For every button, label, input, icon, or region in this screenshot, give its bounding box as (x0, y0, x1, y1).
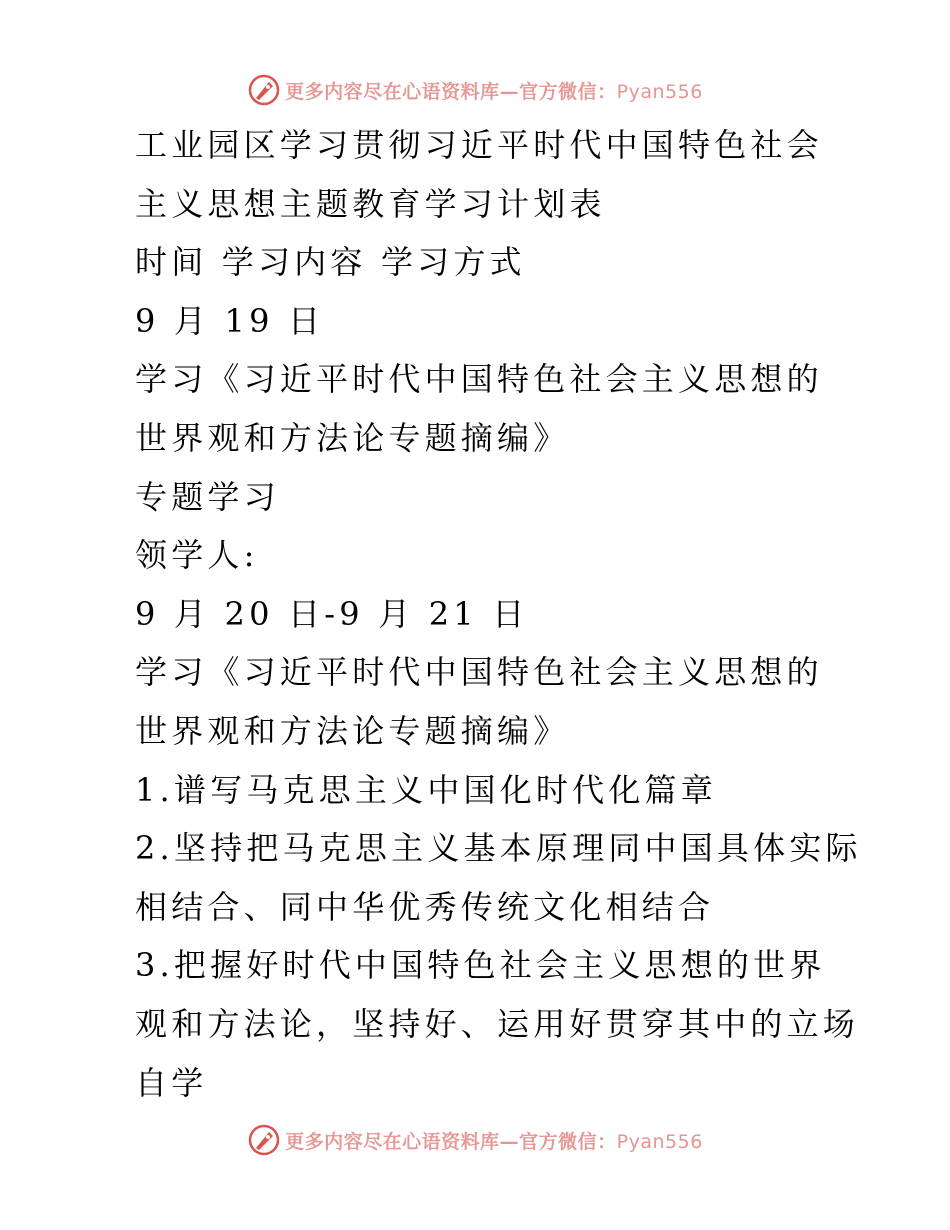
list-item-2: 2.坚持把马克思主义基本原理同中国具体实际 (135, 829, 862, 868)
list-item-3-cont: 观和方法论，坚持好、运用好贯穿其中的立场 (135, 1004, 860, 1043)
table-header-line: 时间 学习内容 学习方式 (135, 243, 526, 282)
watermark-text: 更多内容尽在心语资料库—官方微信：Pyan556 (285, 80, 703, 103)
list-item-1: 1.谱写马克思主义中国化时代化篇章 (135, 770, 717, 809)
footer-watermark (0, 1120, 950, 1160)
date-line-1: 9 月 19 日 (135, 301, 325, 340)
header-watermark (0, 70, 950, 110)
method-line-2: 自学 (135, 1063, 208, 1102)
date-line-2: 9 月 20 日-9 月 21 日 (135, 594, 529, 633)
list-item-2-cont: 相结合、同中华优秀传统文化相结合 (135, 887, 715, 926)
content-line: 学习《习近平时代中国特色社会主义思想的 (135, 360, 823, 399)
content-line: 学习《习近平时代中国特色社会主义思想的 (135, 653, 823, 692)
pen-nib-logo-icon (247, 73, 281, 107)
content-line: 世界观和方法论专题摘编》 (135, 711, 570, 750)
leader-line: 领学人: (135, 536, 259, 575)
pen-nib-logo-icon (247, 1123, 281, 1157)
list-item-3: 3.把握好时代中国特色社会主义思想的世界 (135, 946, 826, 985)
watermark-id: Pyan556 (616, 1130, 703, 1153)
title-line-1: 工业园区学习贯彻习近平时代中国特色社会 (135, 126, 823, 164)
content-line: 世界观和方法论专题摘编》 (135, 418, 570, 457)
title-line-2: 主义思想主题教育学习计划表 (135, 184, 606, 223)
method-line: 专题学习 (135, 477, 280, 516)
document-body (135, 116, 862, 1112)
watermark-text: 更多内容尽在心语资料库—官方微信：Pyan556 (285, 1130, 703, 1153)
watermark-id: Pyan556 (616, 80, 703, 103)
